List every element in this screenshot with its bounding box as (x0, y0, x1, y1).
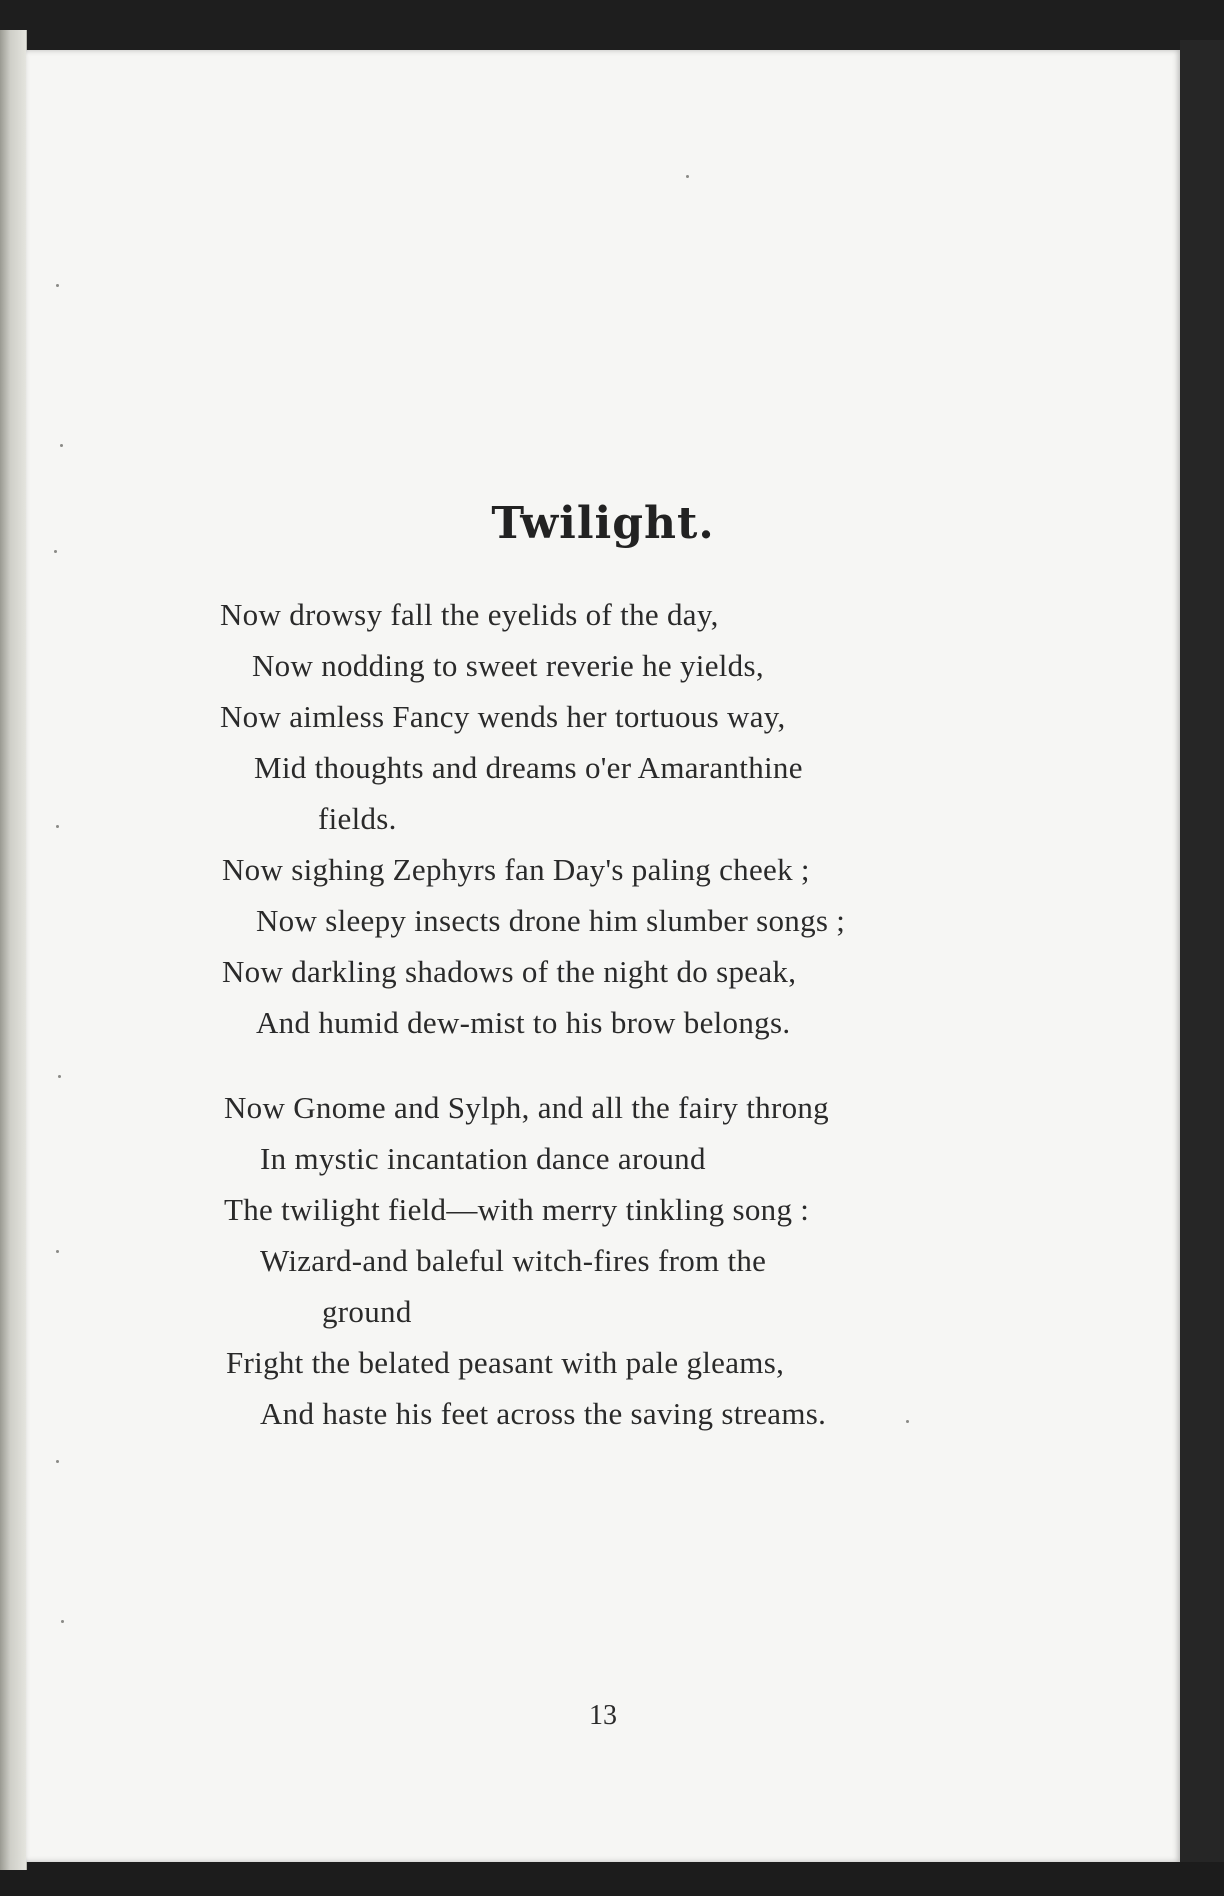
poem-line: fields. (318, 801, 397, 836)
paper-speck (56, 1250, 59, 1253)
poem-line: And humid dew-mist to his brow belongs. (256, 1005, 791, 1040)
paper-speck (686, 175, 689, 178)
book-binding-edge (0, 30, 27, 1870)
paper-speck (54, 550, 57, 553)
poem-line: The twilight field—with merry tinkling song : (224, 1192, 810, 1227)
poem-line: Now sighing Zephyrs fan Day's paling cheek ; (222, 852, 810, 887)
paper-speck (56, 825, 59, 828)
poem-line: Now Gnome and Sylph, and all the fairy throng (224, 1090, 829, 1125)
paper-speck (906, 1420, 909, 1423)
poem-line: Now darkling shadows of the night do speak, (222, 954, 797, 989)
paper-speck (60, 444, 63, 447)
page-number: 13 (589, 1700, 617, 1731)
poem-title: Twilight. (491, 498, 715, 549)
paper-speck (61, 1620, 64, 1623)
poem-line: Fright the belated peasant with pale gleams, (226, 1345, 785, 1380)
poem-line: Now sleepy insects drone him slumber songs ; (256, 903, 846, 938)
poem-line: ground (322, 1294, 412, 1329)
poem-line: In mystic incantation dance around (260, 1141, 706, 1176)
poem-body (26, 50, 1180, 1862)
poem-line: Now aimless Fancy wends her tortuous way, (220, 699, 786, 734)
poem-line: And haste his feet across the saving streams. (260, 1396, 827, 1431)
scan-border-right (1180, 40, 1224, 1896)
paper-speck (56, 284, 59, 287)
poem-line: Wizard-and baleful witch-fires from the (260, 1243, 767, 1278)
poem-line: Now nodding to sweet reverie he yields, (252, 648, 764, 683)
paper-speck (56, 1460, 59, 1463)
scan-border-bottom (0, 1862, 1224, 1896)
paper-speck (58, 1075, 61, 1078)
poem-line: Mid thoughts and dreams o'er Amaranthine (254, 750, 803, 785)
poem-line: Now drowsy fall the eyelids of the day, (220, 597, 719, 632)
book-page (26, 50, 1180, 1862)
